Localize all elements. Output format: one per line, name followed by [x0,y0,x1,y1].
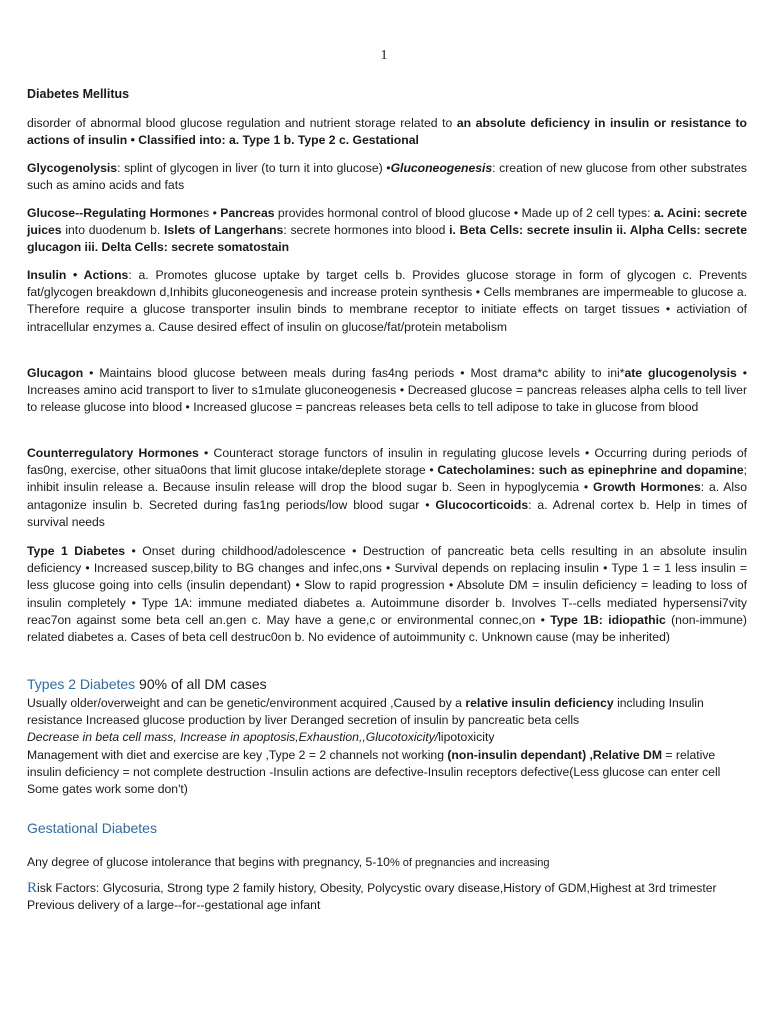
type2-paragraph: Usually older/overweight and can be genetic/environment acquired ,Caused by a relative insulin deficiency including Insulin resistance Increased glucose production by liver Deranged secretion of insulin by pancreatic beta cells Decrease in beta cell mass, Increase in apoptosis,Exhaustion,,Glucotoxicity/lipotoxicity Management with diet and exercise are key ,Type 2 = 2 channels not working (non-insulin dependant) ,Relative DM = relative insulin deficiency = not complete destruction -Insulin actions are defective-Insulin receptors defective(Less glucose can enter cell Some gates work some don't) [27,696,721,797]
gestational-paragraph: Any degree of glucose intolerance that begins with pregnancy, 5-10% of pregnancies and increasing [27,855,550,869]
page-title: Diabetes Mellitus [27,87,130,101]
glucagon-paragraph: Glucagon • Maintains blood glucose between meals during fas4ng periods • Most drama*c ability to ini*ate glucogenolysis • Increases amino acid transport to liver to s1mulate gluconeogenesis • Decreased glucose = pancreas releases alpha cells to tell liver to release glucose into blood • Increased glucose = pancreas releases beta cells to tell adipose to take in glucose from blood [27,366,747,415]
hormones-paragraph: Glucose--Regulating Hormones • Pancreas provides hormonal control of blood glucose • Made up of 2 cell types: a. Acini: secrete juices into duodenum b. Islets of Langerhans: secrete hormones into blood i. Beta Cells: secrete insulin ii. Alpha Cells: secrete glucagon iii. Delta Cells: secrete somatostain [27,206,748,255]
intro-paragraph: disorder of abnormal blood glucose regulation and nutrient storage related to an absolute deficiency in insulin or resistance to actions of insulin • Classified into: a. Type 1 b. Type 2 c. Gestational [27,116,747,148]
gestational-heading: Gestational Diabetes [27,820,157,836]
insulin-paragraph: Insulin • Actions: a. Promotes glucose uptake by target cells b. Provides glucose storage in form of glycogen c. Prevents fat/glycogen breakdown d,Inhibits gluconeogenesis and increase protein synthesis • Cells membranes are impermeable to glucose a. Therefore require a glucose transporter insulin binds to membrane receptor to initiate effects on target tissues • activiation of intracellular enzymes a. Cause desired effect of insulin on glucose/fat/protein metabolism [27,268,747,334]
glycogenolysis-paragraph: Glycogenolysis: splint of glycogen in liver (to turn it into glucose) •Gluconeogenesis: creation of new glucose from other substrates such as amino acids and fats [27,161,747,193]
counterregulatory-paragraph: Counterregulatory Hormones • Counteract storage functors of insulin in regulating glucose levels • Occurring during periods of fas0ng, exercise, other situa0ons that limit glucose intake/deplete storage • Catecholamines: such as epinephrine and dopamine; inhibit insulin release a. Because insulin release will drop the blood sugar b. Seen in hypoglycemia • Growth Hormones: a. Also antagonize insulin b. Secreted during fas1ng periods/low blood sugar • Glucocorticoids: a. Adrenal cortex b. Help in times of survival needs [27,446,748,529]
type1-paragraph: Type 1 Diabetes • Onset during childhood/adolescence • Destruction of pancreatic beta cells resulting in an absolute insulin deficiency • Increased suscep,bility to BG changes and infec,ons • Survival depends on replacing insulin • Type 1 = 1 less insulin = less glucose going into cells (insulin dependant) • Slow to rapid progression • Absolute DM = insulin deficiency = leading to loss of insulin completely • Type 1A: immune mediated diabetes a. Autoimmune disorder b. Involves T--cells mediated hypersensi7vity reac7on against some beta cell an.gen c. May have a gene,c or environmental connec,on • Type 1B: idiopathic (non-immune) related diabetes a. Cases of beta cell destruc0on b. No evidence of autoimmunity c. Unknown cause (may be inherited) [27,544,747,645]
risk-factors-paragraph: Risk Factors: Glycosuria, Strong type 2 family history, Obesity, Polycystic ovary disease,History of GDM,Highest at 3rd trimester Previous delivery of a large--for--gestational age infant [27,880,717,913]
page-number: 1 [380,48,388,63]
type2-heading: Types 2 Diabetes 90% of all DM cases [27,676,267,692]
